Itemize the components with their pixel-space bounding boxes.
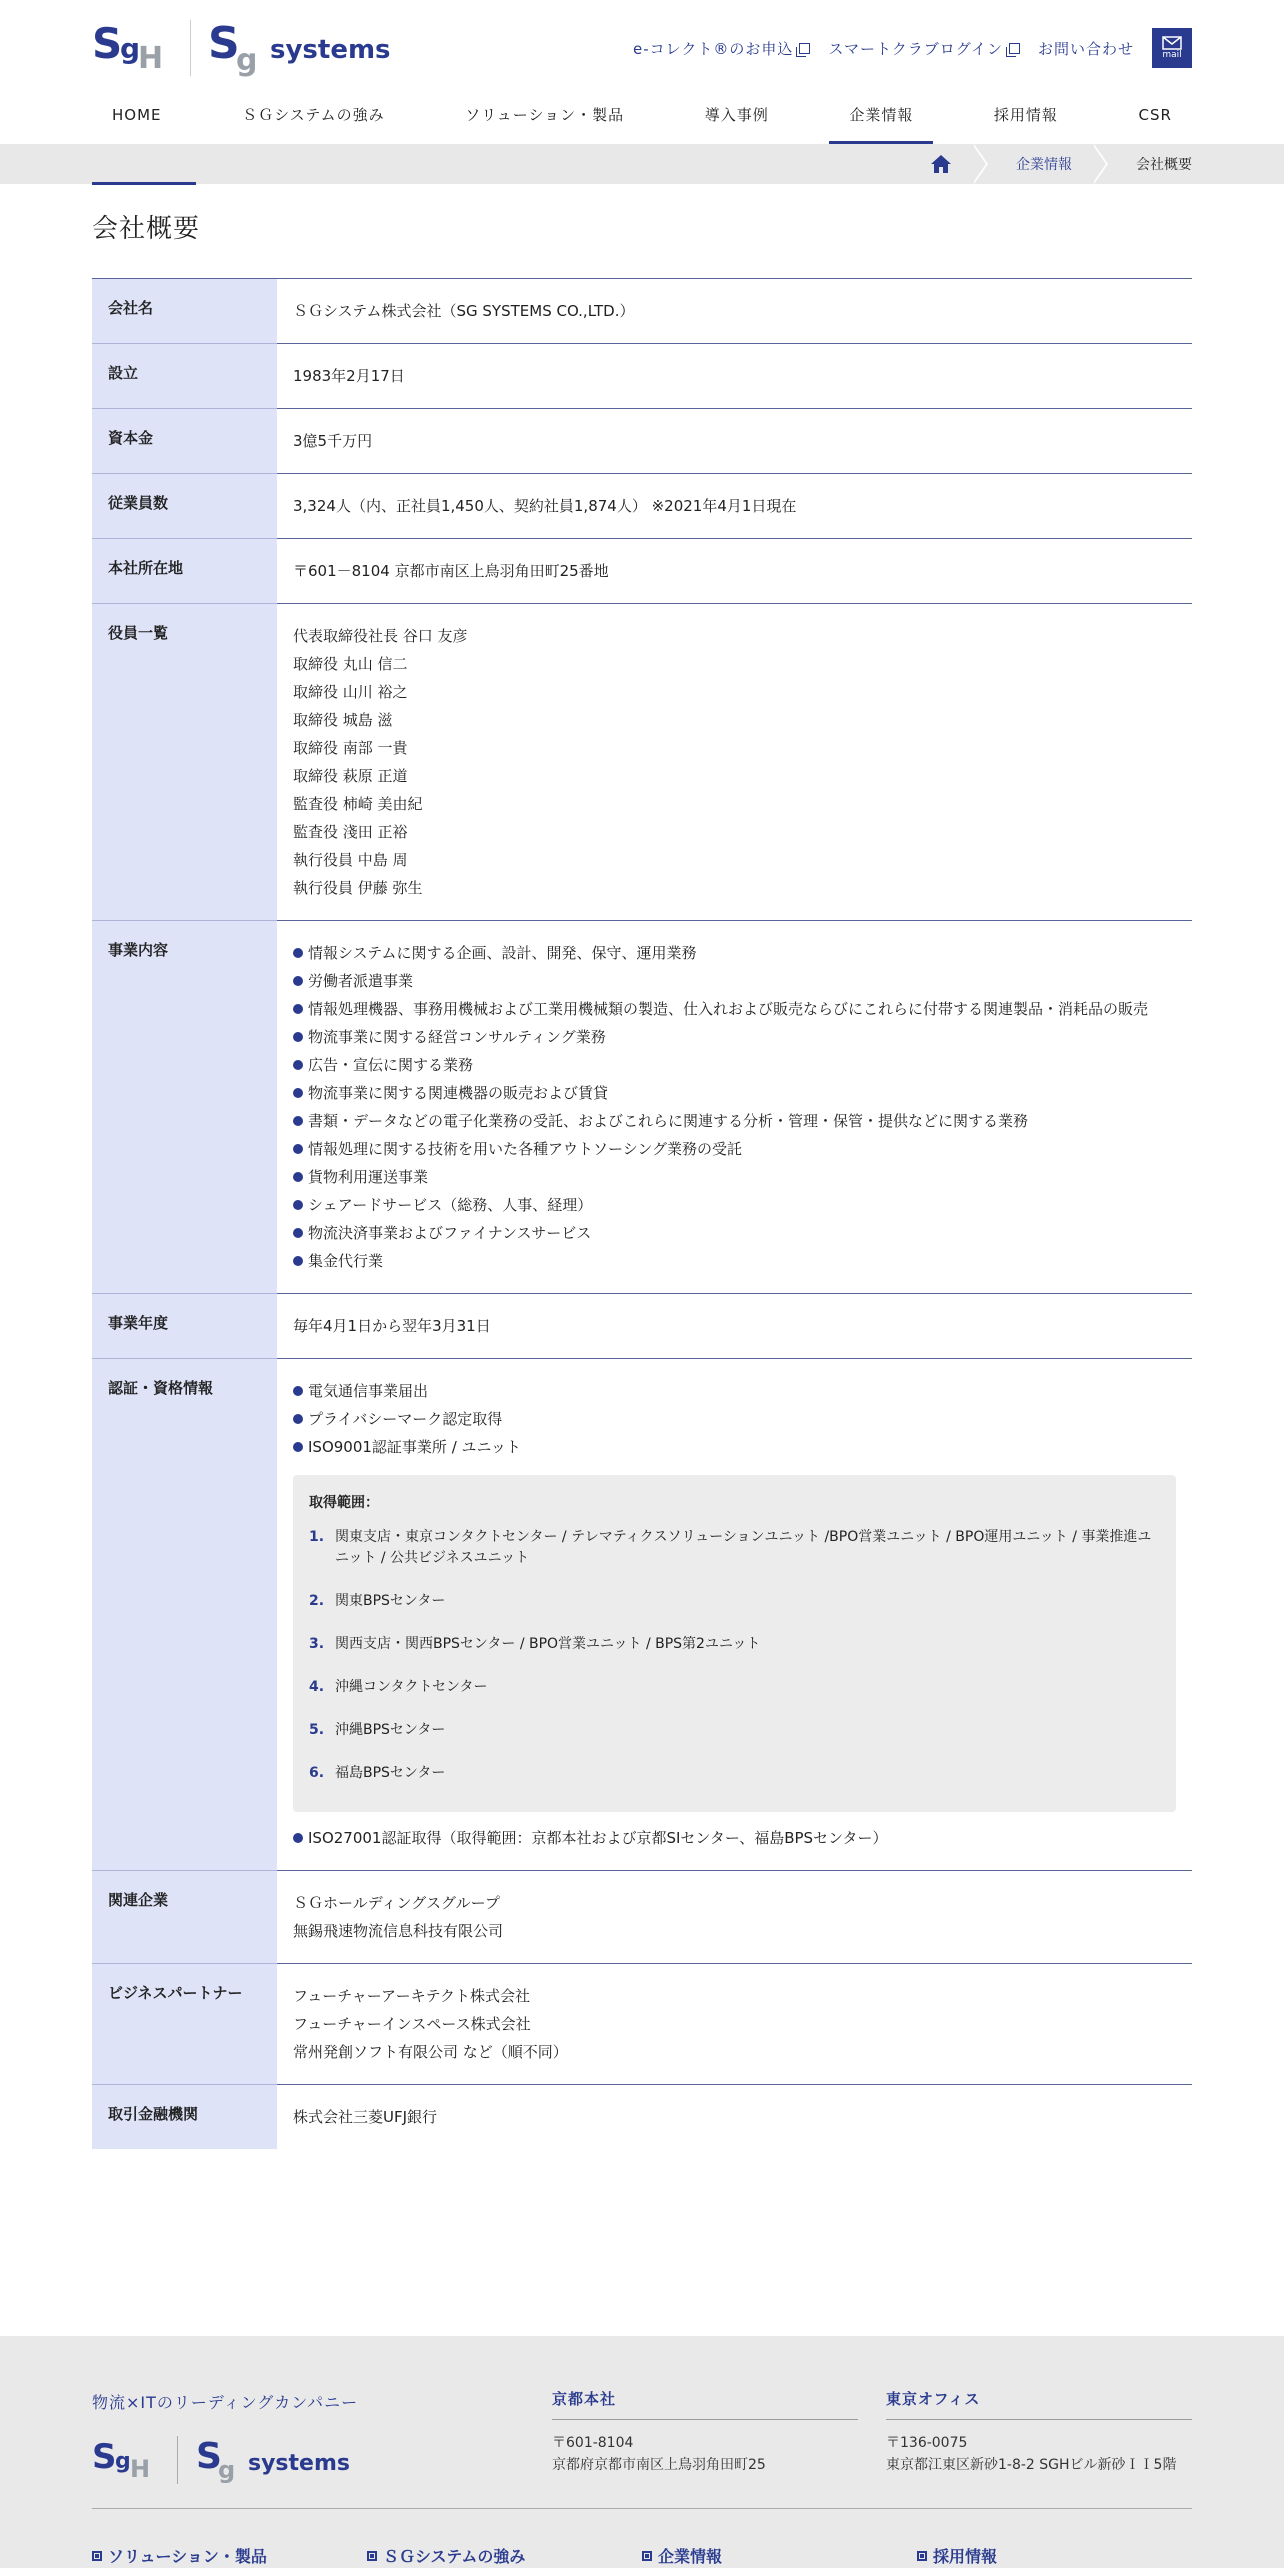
- cert-list: [277, 1359, 1192, 1871]
- row-label: 設立: [92, 344, 277, 409]
- square-bullet-icon: [917, 2551, 927, 2561]
- iso-scope-box: [293, 1475, 1176, 1812]
- nav-company[interactable]: 企業情報: [829, 96, 933, 144]
- table-row: [92, 344, 1192, 409]
- bullet-icon: [293, 1228, 303, 1238]
- nav-csr[interactable]: CSR: [1138, 106, 1172, 124]
- breadcrumb-current: 会社概要: [1136, 157, 1192, 173]
- bullet-icon: [293, 1442, 303, 1452]
- svg-text:H: H: [138, 41, 164, 76]
- svg-text:g: g: [120, 32, 141, 65]
- svg-text:g: g: [218, 2456, 236, 2484]
- table-row: [92, 1294, 1192, 1359]
- capital: 3億5千万円: [277, 409, 1192, 474]
- hq-address: 〒601－8104 京都市南区上鳥羽角田町25番地: [277, 539, 1192, 604]
- bullet-icon: [293, 1256, 303, 1266]
- company-info-table: [92, 278, 1192, 2149]
- bullet-icon: [293, 1833, 303, 1843]
- list-item: 物流事業に関する関連機器の販売および賃貸: [293, 1079, 1176, 1107]
- svg-text:H: H: [130, 2455, 151, 2482]
- row-label: 本社所在地: [92, 539, 277, 604]
- list-item: 電気通信事業届出: [293, 1377, 1176, 1405]
- page-title: 会社概要: [92, 214, 201, 244]
- breadcrumb-separator: [1094, 144, 1108, 184]
- smartclub-login-link[interactable]: スマートクラブログイン: [828, 38, 1020, 59]
- officer: 取締役 城島 滋: [293, 711, 393, 729]
- title-accent-bar: [92, 182, 196, 185]
- row-label: 事業年度: [92, 1294, 277, 1359]
- scope-list: [309, 1527, 1160, 1784]
- sg-systems-logo[interactable]: [208, 20, 398, 78]
- list-item: ISO9001認証事業所 / ユニット: [293, 1433, 1176, 1461]
- nav-strengths[interactable]: ＳＧシステムの強み: [242, 106, 385, 124]
- list-item: 物流事業に関する経営コンサルティング業務: [293, 1023, 1176, 1051]
- scope-title: 取得範囲：: [309, 1495, 379, 1511]
- officer: 執行役員 中島 周: [293, 851, 408, 869]
- scope-item: 5. 沖縄BPSセンター: [309, 1722, 446, 1738]
- table-row: [92, 604, 1192, 921]
- list-item: 情報処理機器、事務用機械および工業用機械類の製造、仕入れおよび販売ならびにこれらに付帯する関連製品・消耗品の販売: [293, 995, 1176, 1023]
- footer-link-solutions[interactable]: ソリューション・製品: [92, 2544, 367, 2567]
- related-companies: ＳＧホールディングスグループ 無錫飛速物流信息科技有限公司: [277, 1871, 1192, 1964]
- home-icon[interactable]: [930, 154, 952, 174]
- footer-sgh-logo[interactable]: [92, 2434, 158, 2482]
- row-label: 認証・資格情報: [92, 1359, 277, 1871]
- table-row: [92, 1359, 1192, 1871]
- officer: 取締役 萩原 正道: [293, 767, 408, 785]
- mail-icon: [1162, 36, 1182, 50]
- officer: 取締役 南部 一貴: [293, 739, 408, 757]
- breadcrumb-company[interactable]: 企業情報: [1016, 157, 1072, 173]
- row-label: ビジネスパートナー: [92, 1964, 277, 2085]
- row-label: 会社名: [92, 279, 277, 344]
- svg-text:S: S: [92, 19, 123, 68]
- list-item: 情報処理に関する技術を用いた各種アウトソーシング業務の受託: [293, 1135, 1176, 1163]
- list-item: 物流決済事業およびファイナンスサービス: [293, 1219, 1176, 1247]
- svg-text:g: g: [236, 43, 258, 78]
- footer-sg-systems-logo[interactable]: [196, 2436, 356, 2484]
- founded-date: 1983年2月17日: [277, 344, 1192, 409]
- office-address: 〒601-8104 京都府京都市南区上鳥羽角田町25: [552, 2435, 766, 2473]
- logo-divider: [190, 20, 191, 76]
- breadcrumb: [0, 144, 1284, 184]
- footer-link-company[interactable]: 企業情報: [642, 2544, 917, 2567]
- nav-recruit[interactable]: 採用情報: [993, 106, 1058, 124]
- business-list: [277, 921, 1192, 1294]
- main-nav: [92, 96, 1192, 144]
- external-link-icon: [1009, 43, 1020, 54]
- row-label: 役員一覧: [92, 604, 277, 921]
- logo-text: systems: [270, 35, 391, 65]
- list-item: ISO27001認証取得（取得範囲：京都本社および京都SIセンター、福島BPSセンター）: [293, 1824, 1176, 1852]
- footer-logo-divider: [177, 2436, 178, 2484]
- scope-item: 4. 沖縄コンタクトセンター: [309, 1679, 488, 1695]
- row-label: 取引金融機関: [92, 2085, 277, 2150]
- scope-item: 6. 福島BPSセンター: [309, 1765, 446, 1781]
- scope-item: 3. 関西支店・関西BPSセンター / BPO営業ユニット / BPS第2ユニット: [309, 1636, 761, 1652]
- footer-links: [92, 2544, 1192, 2567]
- list-item: 広告・宣伝に関する業務: [293, 1051, 1176, 1079]
- svg-text:g: g: [115, 2449, 131, 2474]
- bullet-icon: [293, 1172, 303, 1182]
- table-row: [92, 1871, 1192, 1964]
- square-bullet-icon: [642, 2551, 652, 2561]
- list-item: 貨物利用運送事業: [293, 1163, 1176, 1191]
- list-item: 情報システムに関する企画、設計、開発、保守、運用業務: [293, 939, 1176, 967]
- list-item: 集金代行業: [293, 1247, 1176, 1275]
- officer: 監査役 淺田 正裕: [293, 823, 408, 841]
- scope-item: 2. 関東BPSセンター: [309, 1593, 446, 1609]
- list-item: 書類・データなどの電子化業務の受託、およびこれらに関連する分析・管理・保管・提供などに関する業務: [293, 1107, 1176, 1135]
- top-links: [633, 28, 1192, 68]
- svg-text:S: S: [92, 2437, 117, 2477]
- footer-link-recruit[interactable]: 採用情報: [917, 2544, 1192, 2567]
- row-label: 事業内容: [92, 921, 277, 1294]
- employees: 3,324人（内、正社員1,450人、契約社員1,874人） ※2021年4月1日現在: [277, 474, 1192, 539]
- officer: 代表取締役社長 谷口 友彦: [293, 627, 468, 645]
- svg-text:S: S: [208, 20, 240, 69]
- svg-text:S: S: [196, 2436, 222, 2477]
- officer: 執行役員 伊藤 弥生: [293, 879, 423, 897]
- office-name: 東京オフィス: [886, 2388, 1192, 2420]
- list-item: シェアードサービス（総務、人事、経理）: [293, 1191, 1176, 1219]
- breadcrumb-separator: [974, 144, 988, 184]
- external-link-icon: [799, 43, 810, 54]
- business-partners: フューチャーアーキテクト株式会社 フューチャーインスペース株式会社 常州発創ソフト有限公司 など（順不同）: [277, 1964, 1192, 2085]
- officers-list: [277, 604, 1192, 921]
- bank: 株式会社三菱UFJ銀行: [293, 2108, 438, 2126]
- footer-logo-text: systems: [248, 2451, 350, 2476]
- office-name: 京都本社: [552, 2388, 858, 2420]
- table-row: [92, 409, 1192, 474]
- square-bullet-icon: [92, 2551, 102, 2561]
- footer-tagline: 物流×ITのリーディングカンパニー: [92, 2393, 359, 2412]
- table-row: [92, 474, 1192, 539]
- bullet-icon: [293, 1060, 303, 1070]
- mail-button[interactable]: mail: [1152, 28, 1192, 68]
- table-row: [92, 539, 1192, 604]
- table-row: [92, 2085, 1192, 2150]
- row-label: 資本金: [92, 409, 277, 474]
- bullet-icon: [293, 1386, 303, 1396]
- nav-cases[interactable]: 導入事例: [704, 106, 769, 124]
- table-row: [92, 921, 1192, 1294]
- list-item: 労働者派遣事業: [293, 967, 1176, 995]
- officer: 監査役 柿崎 美由紀: [293, 795, 423, 813]
- row-label: 従業員数: [92, 474, 277, 539]
- bullet-icon: [293, 1116, 303, 1126]
- list-item: プライバシーマーク認定取得: [293, 1405, 1176, 1433]
- square-bullet-icon: [367, 2551, 377, 2561]
- bullet-icon: [293, 1004, 303, 1014]
- scope-item: 1. 関東支店・東京コンタクトセンター / テレマティクスソリューションユニット /BPO営業ユニット / BPO運用ユニット / 事業推進ユニット / 公共ビジネスユニット: [309, 1529, 1152, 1566]
- bullet-icon: [293, 948, 303, 958]
- sgh-logo[interactable]: [92, 18, 172, 76]
- contact-link[interactable]: お問い合わせ: [1037, 39, 1134, 58]
- row-label: 関連企業: [92, 1871, 277, 1964]
- officer: 取締役 山川 裕之: [293, 683, 408, 701]
- table-row: [92, 279, 1192, 344]
- office-tokyo: [886, 2388, 1192, 2476]
- bullet-icon: [293, 1088, 303, 1098]
- bullet-icon: [293, 976, 303, 986]
- table-row: [92, 1964, 1192, 2085]
- bullet-icon: [293, 1414, 303, 1424]
- ecollect-link[interactable]: e-コレクト®のお申込: [633, 38, 810, 59]
- officer: 取締役 丸山 信二: [293, 655, 408, 673]
- office-kyoto: [552, 2388, 858, 2476]
- nav-solutions[interactable]: ソリューション・製品: [465, 106, 625, 124]
- company-name: ＳＧシステム株式会社（SG SYSTEMS CO.,LTD.）: [277, 279, 1192, 344]
- office-address: 〒136-0075 東京都江東区新砂1-8-2 SGHビル新砂ＩＩ5階: [886, 2435, 1177, 2473]
- fiscal-year: 毎年4月1日から翌年3月31日: [277, 1294, 1192, 1359]
- nav-home[interactable]: HOME: [112, 106, 162, 124]
- bullet-icon: [293, 1032, 303, 1042]
- bullet-icon: [293, 1200, 303, 1210]
- footer-link-strengths[interactable]: ＳＧシステムの強み: [367, 2544, 642, 2567]
- footer-divider: [92, 2508, 1192, 2509]
- bullet-icon: [293, 1144, 303, 1154]
